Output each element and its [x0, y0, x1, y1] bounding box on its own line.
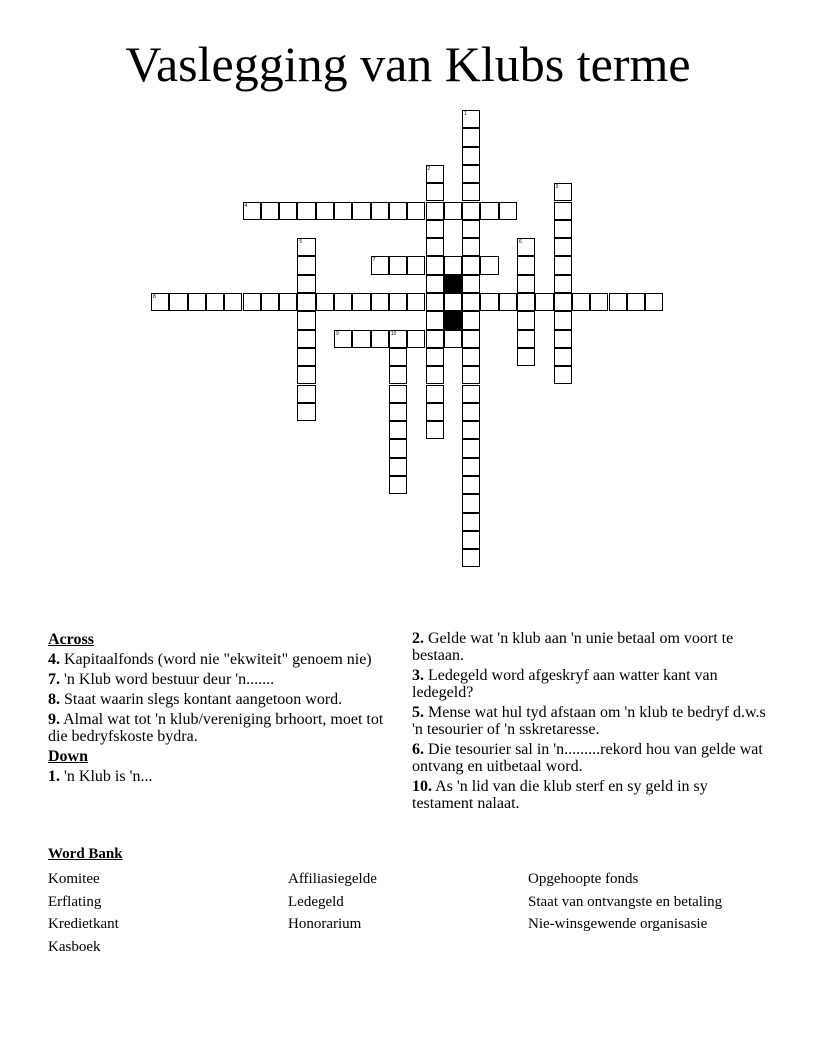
grid-cell[interactable] — [444, 293, 462, 311]
grid-cell[interactable] — [517, 238, 535, 256]
grid-cell[interactable] — [462, 220, 480, 238]
clue-down-10 — [412, 778, 772, 812]
clue-down-3 — [412, 667, 772, 701]
grid-cell[interactable] — [462, 348, 480, 366]
grid-cell[interactable] — [517, 348, 535, 366]
grid-cell[interactable] — [297, 275, 315, 293]
grid-cell[interactable] — [462, 311, 480, 329]
grid-cell[interactable] — [554, 293, 572, 311]
grid-cell[interactable] — [462, 165, 480, 183]
grid-cell[interactable] — [554, 366, 572, 384]
grid-cell[interactable] — [480, 256, 498, 274]
grid-cell[interactable] — [371, 202, 389, 220]
grid-cell[interactable] — [444, 330, 462, 348]
clue-number: 6. — [412, 741, 424, 758]
grid-cell[interactable] — [426, 202, 444, 220]
word-bank-item: Honorarium — [288, 916, 362, 933]
grid-cell[interactable] — [426, 256, 444, 274]
clue-number: 8. — [48, 691, 60, 708]
clue-text: Kapitaalfonds (word nie "ekwiteit" genoem nie) — [64, 651, 372, 668]
grid-cell[interactable] — [297, 293, 315, 311]
word-bank-item: Erflating — [48, 893, 102, 910]
grid-cell[interactable] — [554, 311, 572, 329]
clue-text: 'n Klub word bestuur deur 'n....... — [64, 671, 275, 688]
grid-cell[interactable] — [554, 330, 572, 348]
clue-text: Gelde wat 'n klub aan 'n unie betaal om voort te bestaan. — [412, 630, 734, 664]
grid-cell[interactable] — [297, 403, 315, 421]
grid-cell[interactable] — [389, 330, 407, 348]
grid-cell[interactable] — [407, 256, 425, 274]
grid-cell[interactable] — [462, 330, 480, 348]
cell-number: 7 — [372, 257, 376, 264]
grid-cell[interactable] — [352, 293, 370, 311]
grid-cell[interactable] — [426, 183, 444, 201]
grid-cell[interactable] — [389, 366, 407, 384]
grid-cell[interactable] — [206, 293, 224, 311]
grid-cell[interactable] — [517, 275, 535, 293]
grid-cell[interactable] — [462, 293, 480, 311]
grid-cell[interactable] — [426, 403, 444, 421]
grid-cell[interactable] — [334, 202, 352, 220]
grid-cell[interactable] — [426, 220, 444, 238]
clue-text: Ledegeld word afgeskryf aan watter kant van ledegeld? — [412, 667, 718, 701]
clues-left-column — [48, 630, 388, 788]
grid-cell[interactable] — [426, 275, 444, 293]
word-bank-column-1 — [48, 868, 119, 959]
clue-number: 4. — [48, 651, 60, 668]
grid-cell[interactable] — [426, 238, 444, 256]
grid-cell[interactable] — [371, 293, 389, 311]
grid-cell[interactable] — [426, 385, 444, 403]
clue-number: 3. — [412, 667, 424, 684]
grid-cell[interactable] — [389, 421, 407, 439]
clue-number: 7. — [48, 671, 60, 688]
clue-text: Mense wat hul tyd afstaan om 'n klub te bedryf d.w.s 'n tesourier of 'n sskretaresse. — [412, 704, 766, 738]
grid-cell[interactable] — [352, 330, 370, 348]
word-bank-item: Staat van ontvangste en betaling — [528, 893, 723, 910]
grid-cell[interactable] — [444, 202, 462, 220]
clue-down-5 — [412, 704, 772, 738]
black-cell — [444, 275, 462, 293]
grid-cell[interactable] — [407, 293, 425, 311]
grid-cell[interactable] — [499, 293, 517, 311]
grid-cell[interactable] — [590, 293, 608, 311]
grid-cell[interactable] — [554, 256, 572, 274]
word-bank-item: Ledegeld — [288, 893, 344, 910]
clue-across-9 — [48, 711, 388, 745]
grid-cell[interactable] — [261, 293, 279, 311]
clue-number: 1. — [48, 768, 60, 785]
grid-cell[interactable] — [243, 202, 261, 220]
word-bank-item: Affiliasiegelde — [288, 871, 377, 887]
word-bank-item: Nie-winsgewende organisasie — [528, 916, 708, 933]
grid-cell[interactable] — [426, 421, 444, 439]
grid-cell[interactable] — [169, 293, 187, 311]
grid-cell[interactable] — [316, 202, 334, 220]
clue-across-8 — [48, 691, 388, 708]
cell-number: 3 — [555, 184, 559, 191]
grid-cell[interactable] — [517, 330, 535, 348]
grid-cell[interactable] — [535, 293, 553, 311]
word-bank-column-3 — [528, 868, 722, 936]
grid-cell[interactable] — [297, 348, 315, 366]
cell-number: 5 — [299, 239, 303, 246]
grid-cell[interactable] — [517, 293, 535, 311]
grid-cell[interactable] — [554, 220, 572, 238]
grid-cell[interactable] — [462, 513, 480, 531]
page-title: Vaslegging van Klubs terme — [125, 36, 691, 92]
clue-text: Almal wat tot 'n klub/vereniging brhoort, moet tot die bedryfskoste bydra. — [48, 711, 384, 745]
clue-number: 9. — [48, 711, 60, 728]
grid-cell[interactable] — [480, 293, 498, 311]
grid-cell[interactable] — [426, 293, 444, 311]
grid-cell[interactable] — [462, 202, 480, 220]
grid-cell[interactable] — [407, 202, 425, 220]
grid-cell[interactable] — [462, 403, 480, 421]
grid-cell[interactable] — [426, 330, 444, 348]
clue-text: Staat waarin slegs kontant aangetoon word. — [64, 691, 343, 708]
grid-cell[interactable] — [297, 238, 315, 256]
grid-cell[interactable] — [297, 202, 315, 220]
grid-cell[interactable] — [389, 256, 407, 274]
word-bank-title: Word Bank — [48, 846, 123, 862]
word-bank-item: Komitee — [48, 871, 100, 887]
grid-cell[interactable] — [224, 293, 242, 311]
grid-cell[interactable] — [462, 385, 480, 403]
grid-cell[interactable] — [279, 202, 297, 220]
cell-number: 9 — [336, 330, 339, 337]
grid-cell[interactable] — [389, 476, 407, 494]
grid-cell[interactable] — [554, 202, 572, 220]
clue-down-2 — [412, 630, 772, 664]
down-heading: Down — [48, 748, 89, 765]
grid-cell[interactable] — [334, 293, 352, 311]
grid-cell[interactable] — [462, 183, 480, 201]
grid-cell[interactable] — [517, 311, 535, 329]
grid-cell[interactable] — [389, 348, 407, 366]
clue-number: 10. — [412, 778, 432, 795]
cell-number: 6 — [519, 239, 522, 246]
clue-text: 'n Klub is 'n... — [64, 768, 153, 785]
grid-cell[interactable] — [426, 348, 444, 366]
cell-number: 1 — [464, 111, 467, 117]
cell-number: 4 — [244, 202, 248, 209]
grid-cell[interactable] — [261, 202, 279, 220]
clue-down-6 — [412, 741, 772, 775]
clue-number: 2. — [412, 630, 424, 647]
across-heading: Across — [48, 631, 94, 648]
grid-cell[interactable] — [462, 238, 480, 256]
grid-cell[interactable] — [462, 366, 480, 384]
grid-cell[interactable] — [279, 293, 297, 311]
grid-cell[interactable] — [480, 202, 498, 220]
grid-cell[interactable] — [462, 494, 480, 512]
clue-down-1 — [48, 768, 388, 785]
grid-cell[interactable] — [389, 385, 407, 403]
grid-cell[interactable] — [572, 293, 590, 311]
clue-text: As 'n lid van die klub sterf en sy geld in sy testament nalaat. — [412, 778, 708, 812]
grid-cell[interactable] — [352, 202, 370, 220]
grid-cell[interactable] — [462, 128, 480, 146]
grid-cell[interactable] — [389, 458, 407, 476]
grid-cell[interactable] — [389, 202, 407, 220]
clue-number: 5. — [412, 704, 424, 721]
grid-cell[interactable] — [316, 293, 334, 311]
grid-cell[interactable] — [554, 238, 572, 256]
word-bank-item: Kredietkant — [48, 916, 119, 933]
cell-number: 2 — [427, 165, 431, 172]
clue-across-7 — [48, 671, 388, 688]
grid-cell[interactable] — [243, 293, 261, 311]
word-bank-column-2 — [288, 868, 377, 936]
grid-cell[interactable] — [462, 531, 480, 549]
grid-cell[interactable] — [554, 348, 572, 366]
grid-cell[interactable] — [462, 476, 480, 494]
grid-cell[interactable] — [462, 421, 480, 439]
grid-cell[interactable] — [462, 549, 480, 567]
grid-cell[interactable] — [462, 458, 480, 476]
grid-cell[interactable] — [297, 256, 315, 274]
grid-cell[interactable] — [371, 256, 389, 274]
grid-cell[interactable] — [609, 293, 627, 311]
grid-cell[interactable] — [645, 293, 663, 311]
grid-cell[interactable] — [297, 366, 315, 384]
grid-cell[interactable] — [151, 293, 169, 311]
grid-cell[interactable] — [407, 330, 425, 348]
grid-cell[interactable] — [426, 311, 444, 329]
grid-cell[interactable] — [627, 293, 645, 311]
grid-cell[interactable] — [389, 293, 407, 311]
clues-right-column — [412, 630, 772, 815]
grid-cell[interactable] — [462, 147, 480, 165]
grid-cell[interactable] — [297, 311, 315, 329]
cell-number: 10 — [390, 330, 397, 337]
grid-cell[interactable] — [389, 439, 407, 457]
grid-cell[interactable] — [188, 293, 206, 311]
grid-cell[interactable] — [426, 366, 444, 384]
grid-cell[interactable] — [297, 385, 315, 403]
grid-cell[interactable] — [462, 275, 480, 293]
grid-cell[interactable] — [554, 275, 572, 293]
grid-cell[interactable] — [334, 330, 352, 348]
grid-cell[interactable] — [444, 256, 462, 274]
grid-cell[interactable] — [297, 330, 315, 348]
grid-cell[interactable] — [499, 202, 517, 220]
grid-cell[interactable] — [554, 183, 572, 201]
word-bank-item: Kasboek — [48, 939, 101, 956]
grid-cell[interactable] — [389, 403, 407, 421]
grid-cell[interactable] — [462, 110, 480, 128]
clue-across-4 — [48, 651, 388, 668]
grid-cell[interactable] — [462, 439, 480, 457]
grid-cell[interactable] — [371, 330, 389, 348]
clue-text: Die tesourier sal in 'n.........rekord hou van gelde wat ontvang en uitbetaal word. — [412, 741, 763, 775]
grid-cell[interactable] — [517, 256, 535, 274]
word-bank-item: Opgehoopte fonds — [528, 871, 639, 887]
grid-cell[interactable] — [426, 165, 444, 183]
black-cell — [444, 311, 462, 329]
grid-cell[interactable] — [462, 256, 480, 274]
cell-number: 8 — [153, 294, 156, 300]
